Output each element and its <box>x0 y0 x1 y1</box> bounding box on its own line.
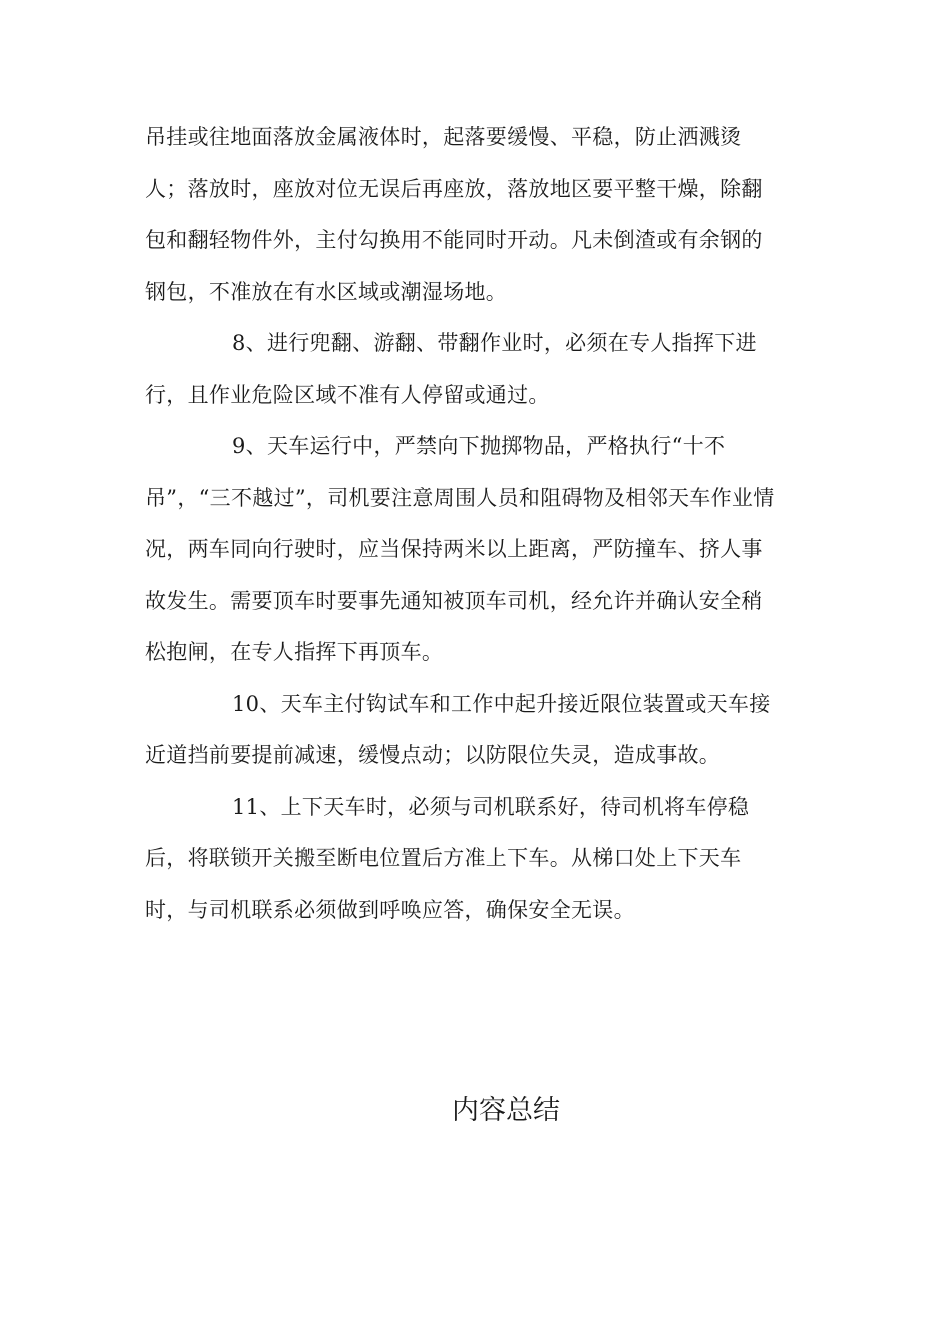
text-line: 行，且作业危险区域不准有人停留或通过。 <box>145 382 550 407</box>
paragraph-item-8 <box>145 318 810 421</box>
paragraph-item-9 <box>145 421 810 679</box>
text-line: 时，与司机联系必须做到呼唤应答，确保安全无误。 <box>145 897 635 922</box>
text-line: 包和翻轻物件外，主付勾换用不能同时开动。凡未倒渣或有余钢的 <box>145 228 763 252</box>
text-line: 吊挂或往地面落放金属液体时，起落要缓慢、平稳，防止洒溅烫 <box>145 125 742 149</box>
text-line: 况，两车同向行驶时，应当保持两米以上距离，严防撞车、挤人事 <box>145 537 763 561</box>
text-line: 钢包，不准放在有水区域或潮湿场地。 <box>145 279 508 304</box>
text-line: 8、进行兜翻、游翻、带翻作业时，必须在专人指挥下进 <box>232 331 757 355</box>
text-line: 近道挡前要提前减速，缓慢点动；以防限位失灵，造成事故。 <box>145 743 721 767</box>
paragraph-continued <box>145 112 810 318</box>
paragraph-item-10 <box>145 679 810 782</box>
text-line: 人；落放时，座放对位无误后再座放，落放地区要平整干燥，除翻 <box>145 176 763 201</box>
text-line: 故发生。需要顶车时要事先通知被顶车司机，经允许并确认安全稍 <box>145 588 763 613</box>
summary-heading: 内容总结 <box>452 1095 560 1126</box>
text-line: 松抱闸，在专人指挥下再顶车。 <box>145 640 444 664</box>
paragraph-item-11 <box>145 782 810 937</box>
document-body <box>145 112 810 936</box>
text-line: 11、上下天车时，必须与司机联系好，待司机将车停稳 <box>232 794 750 819</box>
text-line: 吊”，“三不越过”，司机要注意周围人员和阻碍物及相邻天车作业情 <box>145 485 775 510</box>
text-line: 9、天车运行中，严禁向下抛掷物品，严格执行“十不 <box>232 434 726 458</box>
text-line: 10、天车主付钩试车和工作中起升接近限位装置或天车接 <box>232 691 771 716</box>
text-line: 后，将联锁开关搬至断电位置后方准上下车。从梯口处上下天车 <box>145 846 742 870</box>
